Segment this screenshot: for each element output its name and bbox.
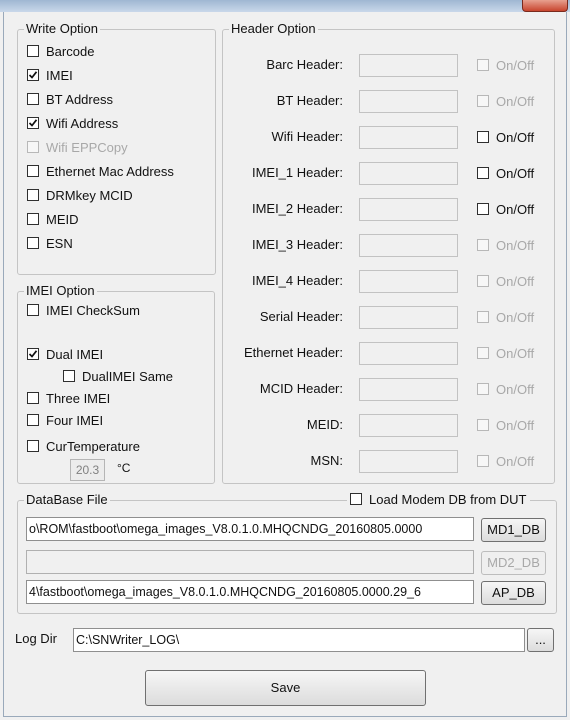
ap-db-button[interactable]: AP_DB bbox=[481, 581, 546, 605]
three-imei-checkbox[interactable] bbox=[27, 389, 110, 407]
window-close-button[interactable] bbox=[522, 0, 568, 12]
wifi-header-label: Wifi Header: bbox=[271, 129, 343, 144]
imei-1-header-onoff-checkbox[interactable] bbox=[477, 164, 534, 182]
onoff-label: On/Off bbox=[496, 273, 535, 289]
log-dir-label: Log Dir bbox=[15, 631, 57, 646]
barc-header-label: Barc Header: bbox=[266, 57, 343, 72]
md2-db-button[interactable]: MD2_DB bbox=[481, 551, 546, 575]
checkbox-box[interactable] bbox=[477, 167, 489, 179]
checkbox-box bbox=[477, 239, 489, 251]
msn-onoff-checkbox bbox=[477, 452, 534, 470]
serial-header-onoff-checkbox bbox=[477, 308, 534, 326]
checkbox-box bbox=[477, 347, 489, 359]
ap-db-path-field[interactable]: 4\fastboot\omega_images_V8.0.1.0.MHQCNDG_20160805.0000.29_6 bbox=[26, 580, 474, 604]
checkbox-box[interactable] bbox=[27, 189, 39, 201]
mcid-header-label: MCID Header: bbox=[259, 381, 343, 396]
bt-header-input[interactable] bbox=[359, 90, 458, 113]
checkbox-box[interactable] bbox=[477, 203, 489, 215]
checkbox-box bbox=[477, 419, 489, 431]
imei-checksum-checkbox[interactable] bbox=[27, 301, 140, 319]
serial-header-label: Serial Header: bbox=[259, 309, 343, 324]
checkbox-box bbox=[477, 95, 489, 107]
serial-header-input[interactable] bbox=[359, 306, 458, 329]
header-option-group bbox=[222, 21, 555, 484]
msn-input[interactable] bbox=[359, 450, 458, 473]
write-option-bt-address-checkbox[interactable] bbox=[27, 90, 113, 108]
temperature-unit: °C bbox=[117, 461, 131, 475]
onoff-label: On/Off bbox=[496, 93, 535, 109]
imei-1-header-input[interactable] bbox=[359, 162, 458, 185]
checkbox-box bbox=[477, 275, 489, 287]
meid-onoff-checkbox bbox=[477, 416, 534, 434]
barc-header-input[interactable] bbox=[359, 54, 458, 77]
imei-2-header-input[interactable] bbox=[359, 198, 458, 221]
load-modem-db-checkbox[interactable] bbox=[347, 490, 530, 508]
write-option-meid-checkbox[interactable] bbox=[27, 210, 79, 228]
checkbox-box[interactable] bbox=[27, 45, 39, 57]
mcid-header-input[interactable] bbox=[359, 378, 458, 401]
msn-label: MSN: bbox=[310, 453, 343, 468]
onoff-label: On/Off bbox=[496, 57, 535, 73]
bt-header-label: BT Header: bbox=[276, 93, 343, 108]
dual-imei-checkbox[interactable] bbox=[27, 345, 103, 363]
log-dir-browse-button[interactable]: ... bbox=[527, 628, 554, 652]
four-imei-checkbox[interactable] bbox=[27, 411, 103, 429]
write-option-label: DRMkey MCID bbox=[46, 187, 133, 203]
database-file-title: DataBase File bbox=[26, 492, 108, 507]
write-option-esn-checkbox[interactable] bbox=[27, 234, 73, 252]
checkbox-box[interactable] bbox=[27, 392, 39, 404]
checkbox-box bbox=[27, 141, 39, 153]
checkbox-box[interactable] bbox=[27, 117, 39, 129]
onoff-label: On/Off bbox=[496, 417, 535, 433]
imei-3-header-onoff-checkbox bbox=[477, 236, 534, 254]
checkbox-box bbox=[477, 383, 489, 395]
meid-input[interactable] bbox=[359, 414, 458, 437]
write-option-barcode-checkbox[interactable] bbox=[27, 42, 94, 60]
window-titlebar bbox=[0, 0, 570, 12]
write-option-label: IMEI bbox=[46, 67, 73, 83]
imei-option-title: IMEI Option bbox=[26, 283, 95, 298]
write-option-group bbox=[17, 21, 216, 275]
four-imei-label: Four IMEI bbox=[46, 412, 104, 428]
write-option-label: Wifi EPPCopy bbox=[46, 139, 128, 155]
imei-2-header-onoff-checkbox[interactable] bbox=[477, 200, 534, 218]
checkbox-box[interactable] bbox=[63, 370, 75, 382]
checkbox-box[interactable] bbox=[27, 213, 39, 225]
checkbox-box[interactable] bbox=[350, 493, 362, 505]
barc-header-onoff-checkbox bbox=[477, 56, 534, 74]
checkbox-box bbox=[477, 311, 489, 323]
temperature-value-field: 20.3 bbox=[70, 459, 105, 481]
imei-3-header-input[interactable] bbox=[359, 234, 458, 257]
wifi-header-onoff-checkbox[interactable] bbox=[477, 128, 534, 146]
onoff-label: On/Off bbox=[496, 381, 535, 397]
dual-imei-label: Dual IMEI bbox=[46, 346, 104, 362]
bt-header-onoff-checkbox bbox=[477, 92, 534, 110]
dual-imei-same-checkbox[interactable] bbox=[63, 367, 173, 385]
dialog-body bbox=[3, 12, 567, 717]
write-option-label: Barcode bbox=[46, 43, 95, 59]
write-option-wifi-eppcopy-checkbox bbox=[27, 138, 128, 156]
imei-1-header-label: IMEI_1 Header: bbox=[251, 165, 343, 180]
checkbox-box[interactable] bbox=[27, 414, 39, 426]
onoff-label: On/Off bbox=[496, 309, 535, 325]
checkbox-box[interactable] bbox=[27, 165, 39, 177]
write-option-drmkey-mcid-checkbox[interactable] bbox=[27, 186, 133, 204]
checkbox-box bbox=[477, 59, 489, 71]
onoff-label: On/Off bbox=[496, 165, 535, 181]
md1-db-button[interactable]: MD1_DB bbox=[481, 518, 546, 542]
mcid-header-onoff-checkbox bbox=[477, 380, 534, 398]
md1-db-path-field[interactable]: o\ROM\fastboot\omega_images_V8.0.1.0.MHQCNDG_20160805.0000 bbox=[26, 517, 474, 541]
write-option-title: Write Option bbox=[26, 21, 99, 36]
onoff-label: On/Off bbox=[496, 237, 535, 253]
ethernet-header-input[interactable] bbox=[359, 342, 458, 365]
write-option-ethernet-mac-address-checkbox[interactable] bbox=[27, 162, 174, 180]
cur-temperature-checkbox[interactable] bbox=[27, 437, 140, 455]
write-option-label: BT Address bbox=[46, 91, 113, 107]
checkbox-box[interactable] bbox=[27, 93, 39, 105]
imei-4-header-label: IMEI_4 Header: bbox=[251, 273, 343, 288]
ethernet-header-onoff-checkbox bbox=[477, 344, 534, 362]
onoff-label: On/Off bbox=[496, 453, 535, 469]
dual-imei-same-label: DualIMEI Same bbox=[82, 368, 174, 384]
ethernet-header-label: Ethernet Header: bbox=[243, 345, 343, 360]
onoff-label: On/Off bbox=[496, 345, 535, 361]
load-modem-db-label: Load Modem DB from DUT bbox=[369, 491, 527, 507]
checkbox-box[interactable] bbox=[27, 440, 39, 452]
wifi-header-input[interactable] bbox=[359, 126, 458, 149]
imei-4-header-input[interactable] bbox=[359, 270, 458, 293]
write-option-wifi-address-checkbox[interactable] bbox=[27, 114, 118, 132]
cur-temperature-label: CurTemperature bbox=[46, 438, 140, 454]
write-option-label: MEID bbox=[46, 211, 79, 227]
imei-option-group bbox=[17, 283, 215, 484]
onoff-label: On/Off bbox=[496, 129, 535, 145]
log-dir-path-field[interactable]: C:\SNWriter_LOG\ bbox=[73, 628, 525, 652]
imei-3-header-label: IMEI_3 Header: bbox=[251, 237, 343, 252]
three-imei-label: Three IMEI bbox=[46, 390, 111, 406]
checkbox-box[interactable] bbox=[27, 304, 39, 316]
checkbox-box[interactable] bbox=[27, 69, 39, 81]
onoff-label: On/Off bbox=[496, 201, 535, 217]
imei-4-header-onoff-checkbox bbox=[477, 272, 534, 290]
header-option-title: Header Option bbox=[231, 21, 316, 36]
md2-db-path-field[interactable] bbox=[26, 550, 474, 574]
write-option-imei-checkbox[interactable] bbox=[27, 66, 73, 84]
checkbox-box[interactable] bbox=[27, 237, 39, 249]
write-option-label: ESN bbox=[46, 235, 73, 251]
save-button[interactable]: Save bbox=[145, 670, 426, 706]
checkbox-box[interactable] bbox=[477, 131, 489, 143]
checkbox-box bbox=[477, 455, 489, 467]
meid-label: MEID: bbox=[306, 417, 343, 432]
imei-2-header-label: IMEI_2 Header: bbox=[251, 201, 343, 216]
checkbox-box[interactable] bbox=[27, 348, 39, 360]
imei-checksum-label: IMEI CheckSum bbox=[46, 302, 140, 318]
write-option-label: Wifi Address bbox=[46, 115, 119, 131]
write-option-label: Ethernet Mac Address bbox=[46, 163, 174, 179]
